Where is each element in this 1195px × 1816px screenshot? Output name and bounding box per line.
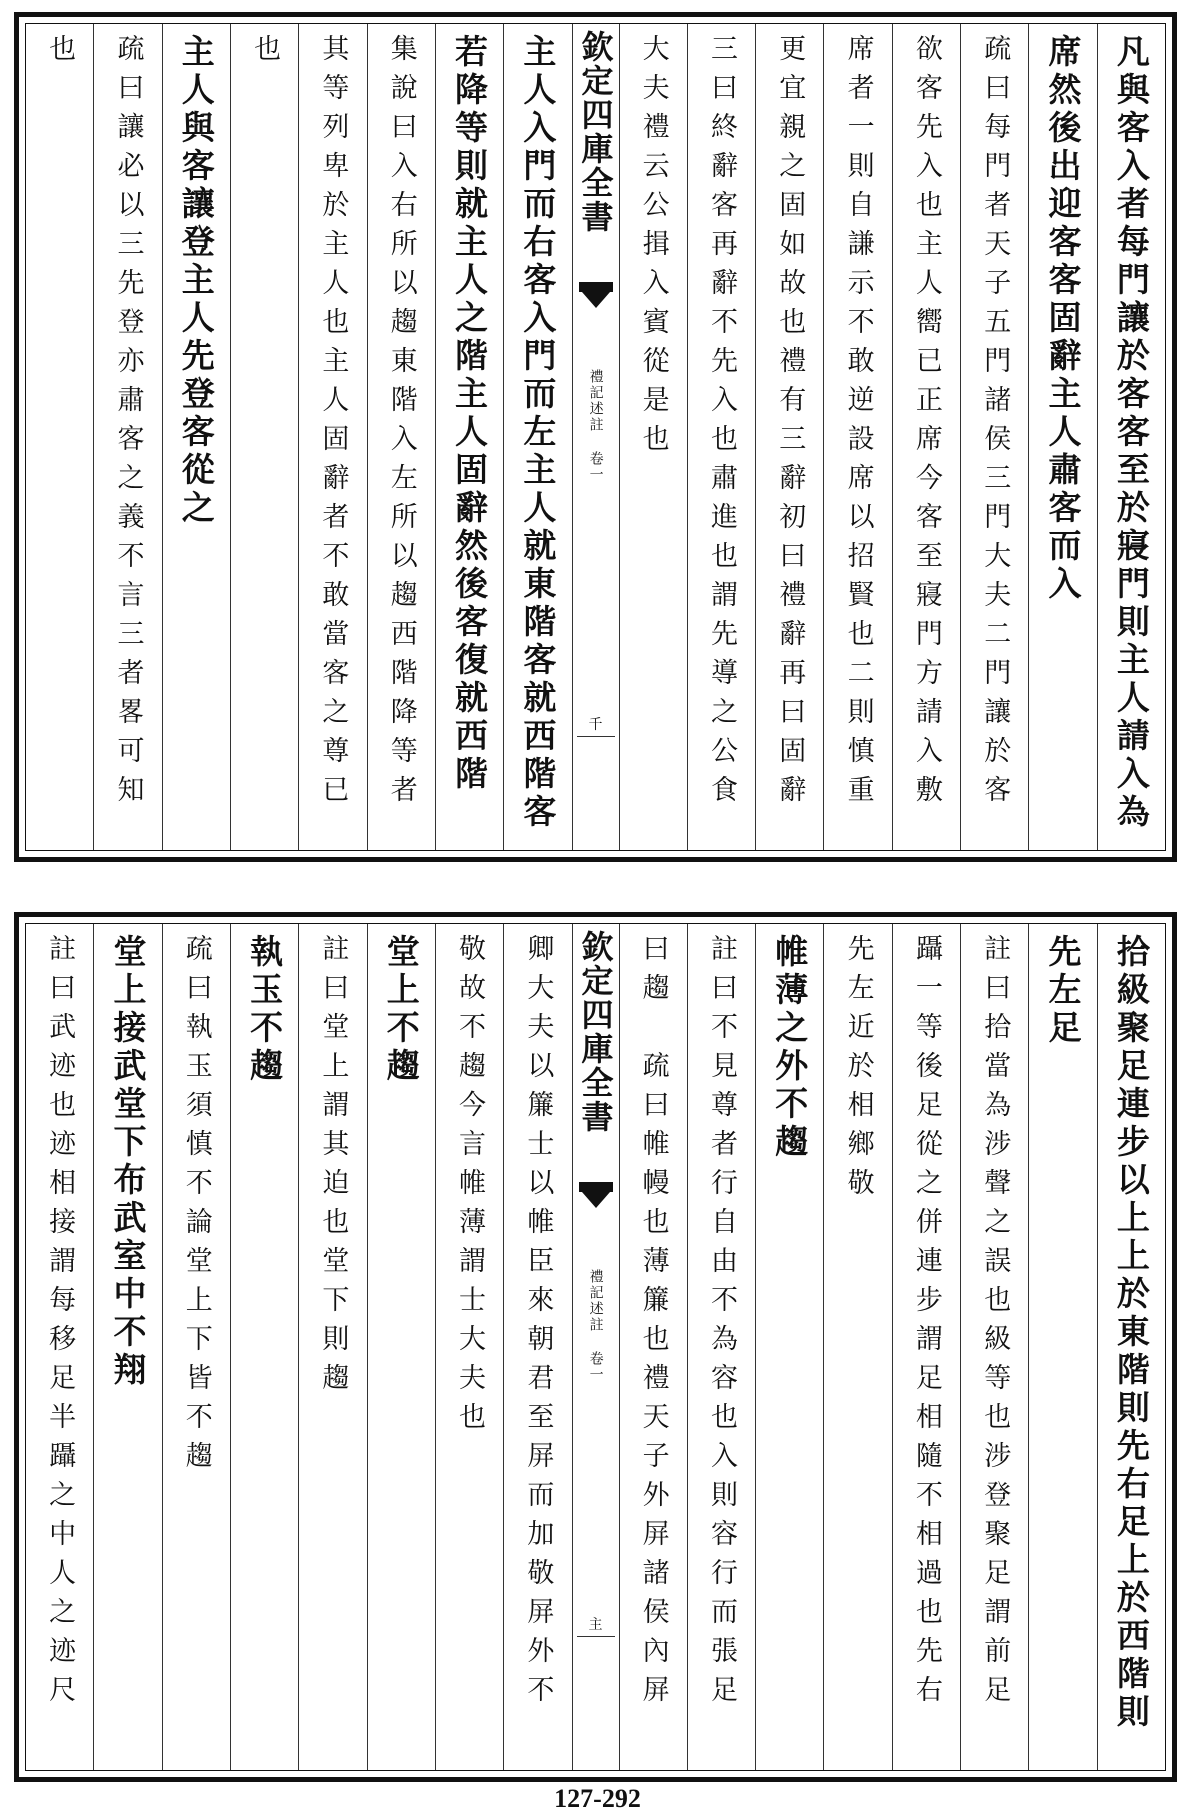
column-text: 主人與客讓登主人先登客從之 [176, 34, 216, 528]
text-column [93, 924, 161, 1770]
column-text: 卿大夫以簾士以帷臣來朝君至屏而加敬屏外不 [522, 934, 554, 1714]
column-text: 更宜親之固如故也禮有三辭初曰禮辭再曰固辭 [774, 34, 806, 814]
column-text: 席然後出迎客客固辭主人肅客而入 [1043, 34, 1083, 604]
text-column [503, 24, 571, 850]
top-page-panel [14, 12, 1177, 862]
text-column [230, 924, 298, 1770]
column-text: 主人入門而右客入門而左主人就東階客就西階客 [518, 34, 558, 832]
spine-volume: 卷一 [587, 1351, 604, 1383]
column-text: 先左足 [1043, 934, 1083, 1048]
column-text: 欲客先入也主人嚮已正席今客至寢門方請入敷 [910, 34, 942, 814]
column-text: 躡一等後足從之併連步謂足相隨不相過也先右 [910, 934, 942, 1714]
spine-leaf: 主 [588, 1617, 603, 1633]
text-column [687, 924, 755, 1770]
text-column [892, 924, 960, 1770]
text-column [1097, 24, 1165, 850]
spine-title: 欽定四庫全書 [576, 930, 615, 1134]
bottom-page-columns [26, 924, 1165, 1770]
text-column [1097, 924, 1165, 1770]
column-text: 也 [249, 34, 281, 73]
text-column [230, 24, 298, 850]
text-column [298, 924, 366, 1770]
fishtail-mark-icon [579, 282, 613, 318]
column-text: 註曰拾當為涉聲之誤也級等也涉登聚足謂前足 [979, 934, 1011, 1714]
text-column [619, 924, 687, 1770]
column-text: 疏曰執玉須慎不論堂上下皆不趨 [180, 934, 212, 1480]
column-text: 堂上不趨 [381, 934, 421, 1086]
text-column [435, 924, 503, 1770]
text-column [619, 24, 687, 850]
text-column [435, 24, 503, 850]
text-column [687, 24, 755, 850]
text-column [367, 924, 435, 1770]
column-text: 若降等則就主人之階主人固辭然後客復就西階 [450, 34, 490, 794]
text-column [823, 24, 891, 850]
column-text: 凡與客入者每門讓於客客至於寢門則主人請入為 [1111, 34, 1151, 832]
page-number: 127-292 [554, 1784, 641, 1813]
spine-divider [577, 1636, 615, 1637]
spine-leaf: 千 [588, 717, 603, 733]
text-column [26, 24, 93, 850]
text-column [93, 24, 161, 850]
text-column [162, 924, 230, 1770]
spine-book: 禮記述註 [587, 1269, 604, 1333]
text-column [892, 24, 960, 850]
column-text: 其等列卑於主人也主人固辭者不敢當客之尊已 [317, 34, 349, 814]
spine-book-volume [586, 1269, 604, 1409]
column-text: 曰趨 疏曰帷幔也薄簾也禮天子外屏諸侯內屏 [637, 934, 669, 1714]
column-text: 拾級聚足連步以上上於東階則先右足上於西階則 [1111, 934, 1151, 1732]
column-text: 席者一則自謙示不敢逆設席以招賢也二則慎重 [842, 34, 874, 814]
column-text: 帷薄之外不趨 [770, 934, 810, 1162]
bottom-page-panel [14, 912, 1177, 1782]
text-column [367, 24, 435, 850]
column-text: 疏曰讓必以三先登亦肅客之義不言三者畧可知 [112, 34, 144, 814]
text-column [503, 924, 571, 1770]
column-text: 大夫禮云公揖入賓從是也 [637, 34, 669, 463]
column-text: 三曰終辭客再辭不先入也肅進也謂先導之公食 [705, 34, 737, 814]
spine-title: 欽定四庫全書 [576, 30, 615, 234]
column-text: 也 [44, 34, 76, 73]
column-text: 疏曰每門者天子五門諸侯三門大夫二門讓於客 [979, 34, 1011, 814]
text-column [755, 24, 823, 850]
top-page-frame [25, 23, 1166, 851]
column-text: 註曰武迹也迹相接謂每移足半躡之中人之迹尺 [44, 934, 76, 1714]
text-column [1028, 924, 1096, 1770]
column-text: 執玉不趨 [245, 934, 285, 1086]
text-column [960, 924, 1028, 1770]
column-text: 堂上接武堂下布武室中不翔 [108, 934, 148, 1390]
text-column [823, 924, 891, 1770]
spine-column [572, 924, 619, 1770]
spine-divider [577, 736, 615, 737]
spine-volume: 卷一 [587, 451, 604, 483]
spine-book: 禮記述註 [587, 369, 604, 433]
text-column [755, 924, 823, 1770]
text-column [1028, 24, 1096, 850]
text-column [960, 24, 1028, 850]
text-column [26, 924, 93, 1770]
column-text: 敬故不趨今言帷薄謂士大夫也 [454, 934, 486, 1441]
top-page-columns [26, 24, 1165, 850]
text-column [298, 24, 366, 850]
bottom-page-frame [25, 923, 1166, 1771]
fishtail-mark-icon [579, 1182, 613, 1218]
column-text: 集說曰入右所以趨東階入左所以趨西階降等者 [385, 34, 417, 814]
text-column [162, 24, 230, 850]
column-text: 註曰不見尊者行自由不為容也入則容行而張足 [705, 934, 737, 1714]
spine-book-volume [586, 369, 604, 509]
spine-column [572, 24, 619, 850]
column-text: 先左近於相鄉敬 [842, 934, 874, 1207]
column-text: 註曰堂上謂其迫也堂下則趨 [317, 934, 349, 1402]
